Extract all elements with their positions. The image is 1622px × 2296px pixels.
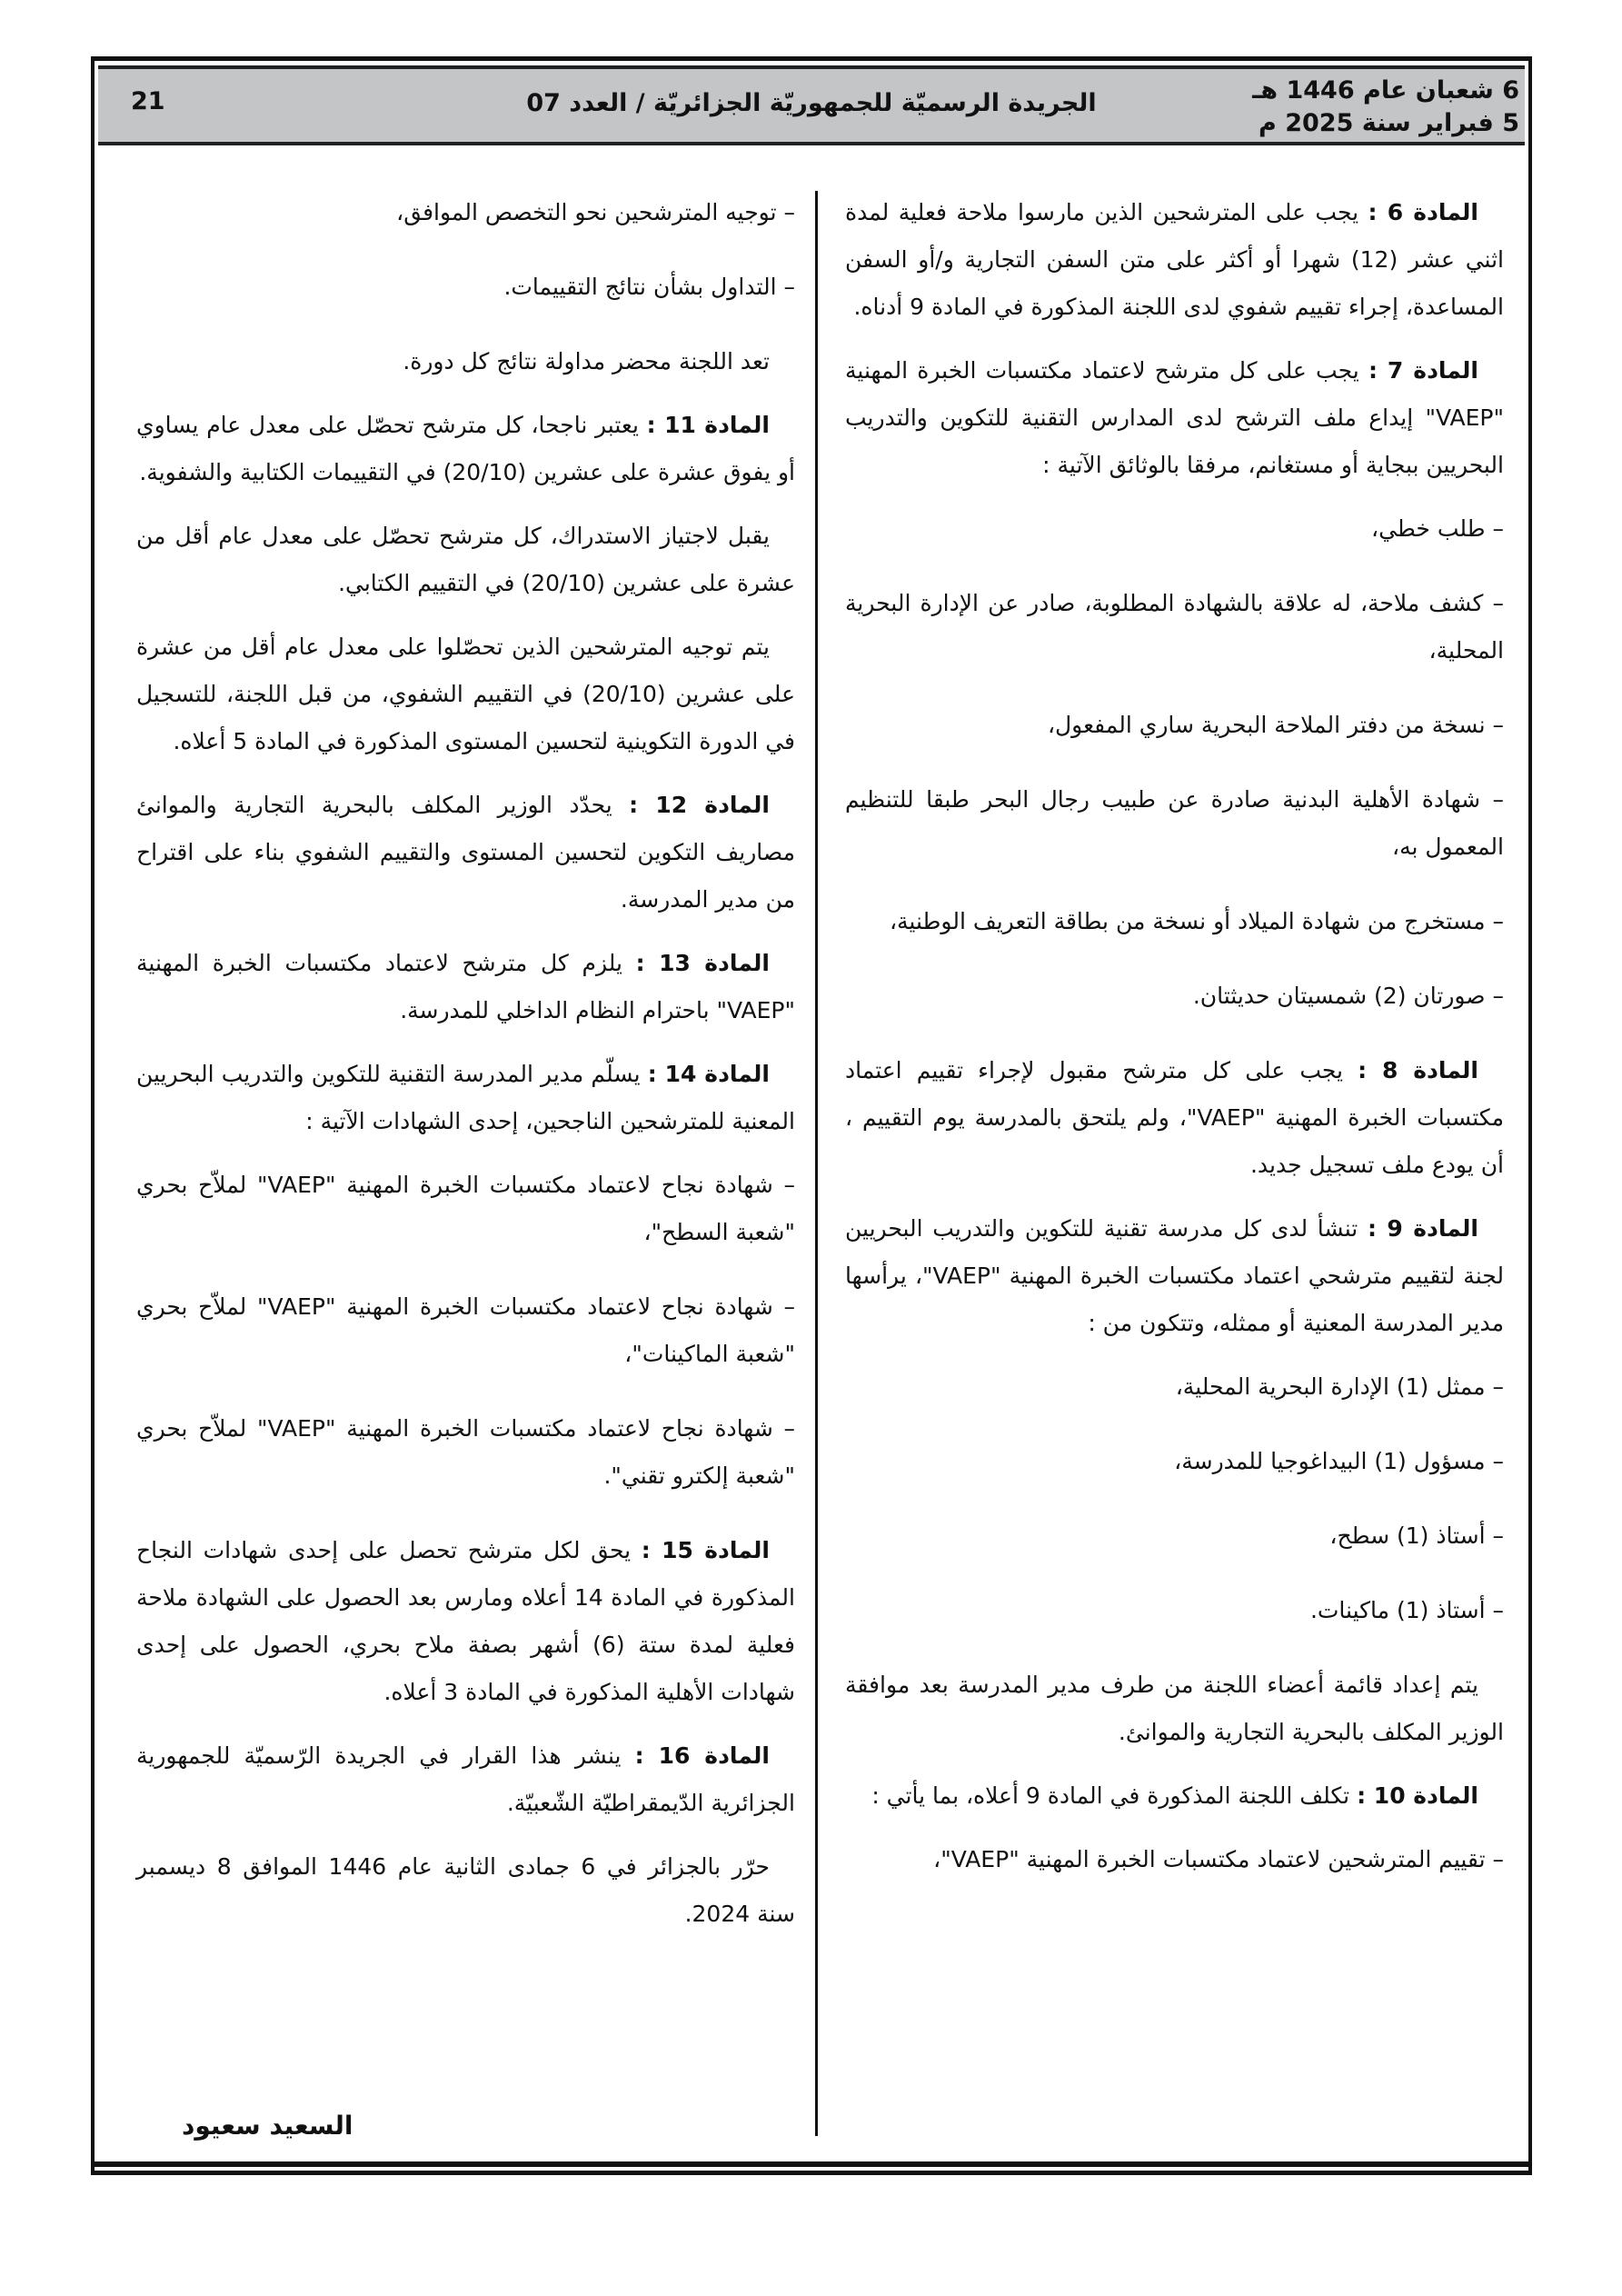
paragraph-text: – أستاذ (1) ماكينات. xyxy=(1309,1597,1504,1623)
list-item xyxy=(845,1836,1504,1883)
list-item xyxy=(136,1405,795,1500)
paragraph-text: يقبل لاجتياز الاستدراك، كل مترشح تحصّل على معدل عام أقل من عشرة على عشرين (20/10) في التقييم الكتابي. xyxy=(136,523,795,596)
article-label: المادة 6 : xyxy=(1368,199,1478,225)
article-paragraph xyxy=(845,1047,1504,1189)
paragraph-text: – ممثل (1) الإدارة البحرية المحلية، xyxy=(1175,1373,1504,1400)
signature: السعيد سعيود xyxy=(182,2111,353,2141)
article-paragraph xyxy=(845,1205,1504,1347)
article-paragraph xyxy=(136,402,795,496)
list-item xyxy=(136,1283,795,1378)
paragraph-text: – توجيه المترشحين نحو التخصص الموافق، xyxy=(396,199,795,225)
article-label: المادة 14 : xyxy=(647,1061,770,1087)
paragraph xyxy=(136,338,795,385)
page-number: 21 xyxy=(131,87,165,115)
paragraph-text: – مستخرج من شهادة الميلاد أو نسخة من بطاقة التعريف الوطنية، xyxy=(889,908,1504,934)
article-paragraph xyxy=(136,782,795,923)
paragraph-text: يحدّد الوزير المكلف بالبحرية التجارية والموانئ مصاريف التكوين لتحسين المستوى والتقييم الشفوي بناء على اقتراح من مدير المدرسة. xyxy=(136,792,795,913)
paragraph-text: يجب على كل مترشح مقبول لإجراء تقييم اعتماد مكتسبات الخبرة المهنية "VAEP"، ولم يلتحق بالمدرسة يوم التقييم ، أن يودع ملف تسجيل جديد. xyxy=(845,1057,1505,1178)
article-paragraph xyxy=(136,1051,795,1145)
paragraph-text: – نسخة من دفتر الملاحة البحرية ساري المفعول، xyxy=(1047,712,1504,738)
paragraph-text: – مسؤول (1) البيداغوجيا للمدرسة، xyxy=(1174,1448,1504,1474)
list-item xyxy=(136,189,795,236)
list-item xyxy=(845,580,1504,674)
paragraph-text: يتم إعداد قائمة أعضاء اللجنة من طرف مدير المدرسة بعد موافقة الوزير المكلف بالبحرية التجارية والموانئ. xyxy=(845,1672,1504,1745)
paragraph-text: حرّر بالجزائر في 6 جمادى الثانية عام 1446 الموافق 8 ديسمبر سنة 2024. xyxy=(136,1853,795,1927)
list-item xyxy=(136,1162,795,1256)
article-paragraph xyxy=(136,1527,795,1716)
paragraph-text: – كشف ملاحة، له علاقة بالشهادة المطلوبة، صادر عن الإدارة البحرية المحلية، xyxy=(845,590,1504,664)
paragraph-text: تنشأ لدى كل مدرسة تقنية للتكوين والتدريب البحريين لجنة لتقييم مترشحي اعتماد مكتسبات الخبرة المهنية "VAEP"، يرأسها مدير المدرسة المعنية أو ممثله، وتتكون من : xyxy=(845,1215,1504,1336)
paragraph-text: ينشر هذا القرار في الجريدة الرّسميّة للجمهورية الجزائرية الدّيمقراطيّة الشّعبيّة. xyxy=(136,1742,795,1816)
article-paragraph xyxy=(845,189,1504,331)
paragraph xyxy=(136,624,795,765)
article-paragraph xyxy=(136,1732,795,1827)
paragraph-text: يعتبر ناجحا، كل مترشح تحصّل على معدل عام يساوي أو يفوق عشرة على عشرين (20/10) في التقييمات الكتابية والشفوية. xyxy=(136,412,795,485)
list-item xyxy=(845,973,1504,1020)
article-label: المادة 7 : xyxy=(1368,357,1478,384)
paragraph-text: – شهادة نجاح لاعتماد مكتسبات الخبرة المهنية "VAEP" لملاّح بحري "شعبة إلكترو تقني". xyxy=(136,1415,795,1489)
article-label: المادة 11 : xyxy=(646,412,770,438)
article-label: المادة 10 : xyxy=(1357,1782,1478,1809)
paragraph-text: – أستاذ (1) سطح، xyxy=(1329,1522,1504,1549)
paragraph-text: – التداول بشأن نتائج التقييمات. xyxy=(503,274,795,300)
article-label: المادة 13 : xyxy=(635,950,770,976)
list-item xyxy=(845,505,1504,553)
left-column xyxy=(136,189,795,1954)
paragraph-text: يحق لكل مترشح تحصل على إحدى شهادات النجاح المذكورة في المادة 14 أعلاه ومارس بعد الحصول على الشهادة ملاحة فعلية لمدة ستة (6) أشهر بصفة ملاح بحري، الحصول على إحدى شهادات الأهلية المذكورة في المادة 3 أعلاه. xyxy=(136,1537,795,1705)
gregorian-date: 5 فبراير سنة 2025 م xyxy=(1259,109,1519,137)
column-divider xyxy=(815,191,818,2136)
list-item xyxy=(845,1438,1504,1485)
list-item xyxy=(845,702,1504,749)
right-column xyxy=(845,189,1504,1911)
paragraph-text: – تقييم المترشحين لاعتماد مكتسبات الخبرة المهنية "VAEP"، xyxy=(933,1846,1504,1872)
article-label: المادة 16 : xyxy=(634,1742,770,1769)
paragraph-text: تعد اللجنة محضر مداولة نتائج كل دورة. xyxy=(403,348,770,374)
paragraph-text: – شهادة الأهلية البدنية صادرة عن طبيب رجال البحر طبقا للتنظيم المعمول به، xyxy=(845,786,1504,860)
paragraph-text: – طلب خطي، xyxy=(1371,515,1504,542)
article-label: المادة 12 : xyxy=(629,792,770,818)
gazette-title: الجريدة الرسميّة للجمهوريّة الجزائريّة / العدد 07 xyxy=(526,89,1097,117)
paragraph-text: – شهادة نجاح لاعتماد مكتسبات الخبرة المهنية "VAEP" لملاّح بحري "شعبة الماكينات"، xyxy=(136,1293,795,1367)
article-label: المادة 8 : xyxy=(1358,1057,1478,1083)
paragraph xyxy=(136,1843,795,1938)
bottom-rule xyxy=(91,2161,1532,2167)
paragraph-text: يجب على كل مترشح لاعتماد مكتسبات الخبرة المهنية "VAEP" إيداع ملف الترشح لدى المدارس التقنية للتكوين والتدريب البحريين ببجاية أو مستغانم، مرفقا بالوثائق الآتية : xyxy=(845,357,1504,478)
paragraph-text: تكلف اللجنة المذكورة في المادة 9 أعلاه، بما يأتي : xyxy=(871,1782,1358,1809)
list-item xyxy=(845,1512,1504,1560)
paragraph-text: يلزم كل مترشح لاعتماد مكتسبات الخبرة المهنية "VAEP" باحترام النظام الداخلي للمدرسة. xyxy=(136,950,795,1023)
paragraph-text: – صورتان (2) شمسيتان حديثتان. xyxy=(1192,983,1504,1009)
paragraph-text: يتم توجيه المترشحين الذين تحصّلوا على معدل عام أقل من عشرة على عشرين (20/10) في التقييم الشفوي، من قبل اللجنة، للتسجيل في الدورة التكوينية لتحسين المستوى المذكورة في المادة 5 أعلاه. xyxy=(136,634,795,754)
paragraph-text: يسلّم مدير المدرسة التقنية للتكوين والتدريب البحريين المعنية للمترشحين الناجحين، إحدى الشهادات الآتية : xyxy=(136,1061,795,1134)
list-item xyxy=(845,1587,1504,1634)
page-header xyxy=(98,65,1525,145)
list-item xyxy=(136,264,795,311)
list-item xyxy=(845,898,1504,945)
paragraph xyxy=(136,513,795,607)
hijri-date: 6 شعبان عام 1446 هـ xyxy=(1252,76,1519,105)
list-item xyxy=(845,1363,1504,1411)
article-paragraph xyxy=(845,1772,1504,1820)
paragraph xyxy=(845,1662,1504,1756)
paragraph-text: – شهادة نجاح لاعتماد مكتسبات الخبرة المهنية "VAEP" لملاّح بحري "شعبة السطح"، xyxy=(136,1172,795,1245)
bottom-rule xyxy=(91,2171,1532,2175)
article-paragraph xyxy=(136,940,795,1034)
paragraph-text: يجب على المترشحين الذين مارسوا ملاحة فعلية لمدة اثني عشر (12) شهرا أو أكثر على متن السفن التجارية و/أو السفن المساعدة، إجراء تقييم شفوي لدى اللجنة المذكورة في المادة 9 أدناه. xyxy=(845,199,1504,320)
article-label: المادة 15 : xyxy=(641,1537,770,1563)
article-paragraph xyxy=(845,347,1504,489)
list-item xyxy=(845,776,1504,871)
article-label: المادة 9 : xyxy=(1367,1215,1478,1242)
